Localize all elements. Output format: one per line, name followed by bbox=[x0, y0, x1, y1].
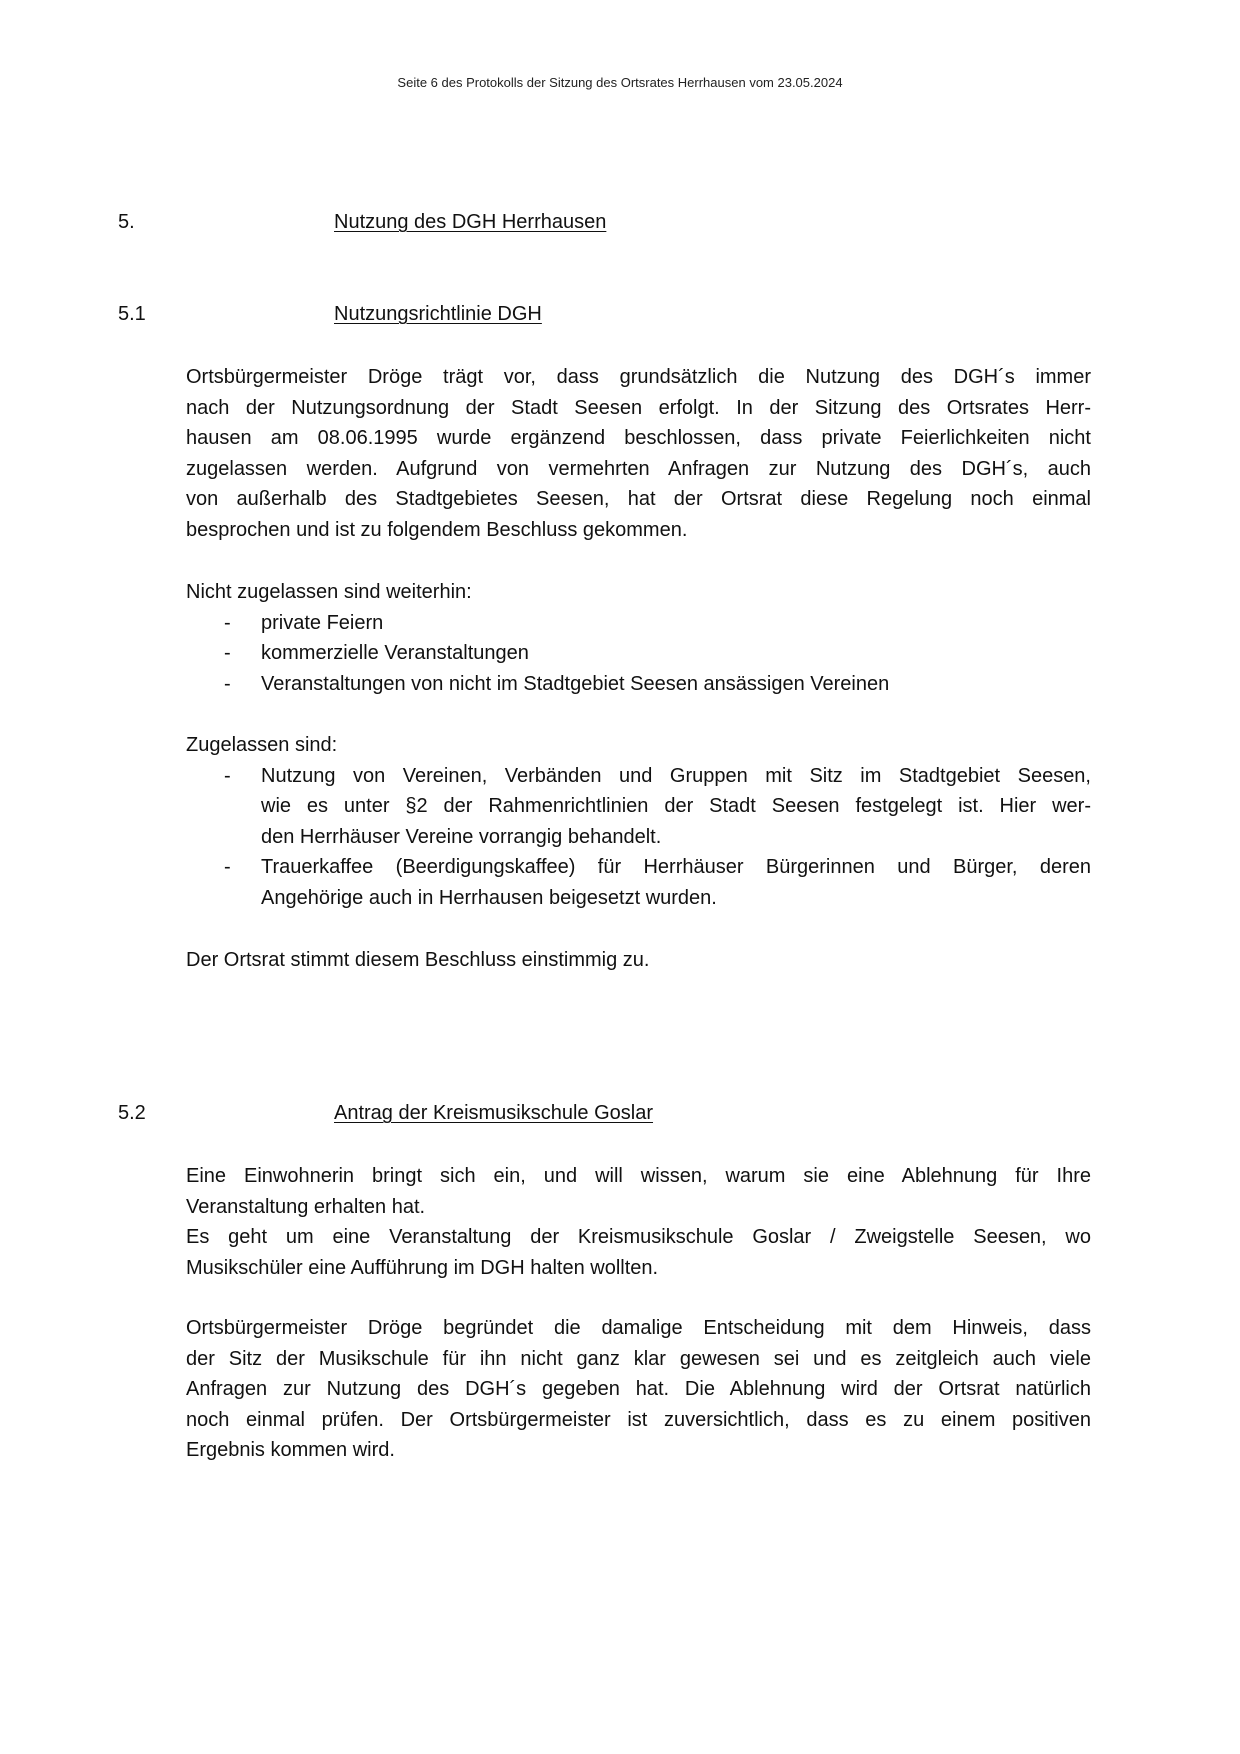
list-item-text: Veranstaltungen von nicht im Stadtgebiet Seesen ansässigen Vereinen bbox=[261, 672, 890, 695]
section-5-2-paragraph-1 bbox=[186, 1161, 1091, 1283]
section-title: Nutzungsrichtlinie DGH bbox=[334, 303, 542, 325]
text-line: der Sitz der Musikschule für ihn nicht ganz klar gewesen sei und es zeitgleich auch viele bbox=[186, 1347, 1091, 1370]
text-line: Anfragen zur Nutzung des DGH´s gegeben hat. Die Ablehnung wird der Ortsrat natürlich bbox=[186, 1378, 1091, 1401]
list-item-text: Angehörige auch in Herrhausen beigesetzt wurden. bbox=[261, 886, 717, 909]
list-item-text: kommerzielle Veranstaltungen bbox=[261, 642, 529, 665]
page-header: Seite 6 des Protokolls der Sitzung des Ortsrates Herrhausen vom 23.05.2024 bbox=[397, 75, 843, 90]
dash-bullet: - bbox=[224, 642, 231, 665]
dash-bullet: - bbox=[224, 764, 231, 787]
section-5-1-intro-paragraph bbox=[186, 362, 1091, 546]
text-line: nach der Nutzungsordnung der Stadt Seesen erfolgt. In der Sitzung des Ortsrates Herr- bbox=[186, 396, 1091, 419]
section-5-2-paragraph-2 bbox=[186, 1313, 1091, 1466]
list-item bbox=[186, 608, 1091, 639]
text-line: Veranstaltung erhalten hat. bbox=[186, 1195, 426, 1218]
text-line: von außerhalb des Stadtgebietes Seesen, hat der Ortsrat diese Regelung noch einmal bbox=[186, 488, 1091, 511]
dash-bullet: - bbox=[224, 611, 231, 634]
not-allowed-block bbox=[186, 577, 1091, 699]
allowed-list bbox=[186, 761, 1091, 914]
list-item-text: private Feiern bbox=[261, 611, 384, 634]
text-line: Ergebnis kommen wird. bbox=[186, 1439, 395, 1462]
list-item bbox=[186, 852, 1091, 913]
text-line: Ortsbürgermeister Dröge trägt vor, dass grundsätzlich die Nutzung des DGH´s immer bbox=[186, 366, 1091, 388]
text-line: besprochen und ist zu folgendem Beschluss gekommen. bbox=[186, 518, 688, 541]
text-line: hausen am 08.06.1995 wurde ergänzend beschlossen, dass private Feierlichkeiten nicht bbox=[186, 427, 1091, 450]
decision-line: Der Ortsrat stimmt diesem Beschluss einstimmig zu. bbox=[186, 949, 650, 971]
allowed-block bbox=[186, 730, 1091, 914]
list-item-text: den Herrhäuser Vereine vorrangig behandelt. bbox=[261, 825, 662, 848]
text-line: Es geht um eine Veranstaltung der Kreismusikschule Goslar / Zweigstelle Seesen, wo bbox=[186, 1226, 1091, 1249]
not-allowed-label: Nicht zugelassen sind weiterhin: bbox=[186, 581, 472, 603]
section-number: 5.1 bbox=[118, 303, 146, 325]
decision-text bbox=[186, 945, 1091, 976]
section-title: Antrag der Kreismusikschule Goslar bbox=[334, 1102, 654, 1124]
text-line: Ortsbürgermeister Dröge begründet die damalige Entscheidung mit dem Hinweis, dass bbox=[186, 1317, 1091, 1339]
list-item bbox=[186, 761, 1091, 853]
list-item-text: wie es unter §2 der Rahmenrichtlinien der Stadt Seesen festgelegt ist. Hier wer- bbox=[261, 795, 1091, 818]
list-item bbox=[186, 638, 1091, 669]
not-allowed-list bbox=[186, 608, 1091, 700]
allowed-label: Zugelassen sind: bbox=[186, 734, 338, 756]
text-line: noch einmal prüfen. Der Ortsbürgermeister ist zuversichtlich, dass es zu einem positiven bbox=[186, 1408, 1091, 1431]
section-number: 5. bbox=[118, 211, 135, 233]
text-line: Musikschüler eine Aufführung im DGH halten wollten. bbox=[186, 1256, 659, 1279]
section-number: 5.2 bbox=[118, 1102, 146, 1124]
list-item bbox=[186, 669, 1091, 700]
dash-bullet: - bbox=[224, 672, 231, 695]
text-line: zugelassen werden. Aufgrund von vermehrten Anfragen zur Nutzung des DGH´s, auch bbox=[186, 457, 1091, 480]
list-item-text: Nutzung von Vereinen, Verbänden und Gruppen mit Sitz im Stadtgebiet Seesen, bbox=[261, 764, 1091, 787]
list-item-text: Trauerkaffee (Beerdigungskaffee) für Herrhäuser Bürgerinnen und Bürger, deren bbox=[261, 856, 1091, 879]
text-line: Eine Einwohnerin bringt sich ein, und will wissen, warum sie eine Ablehnung für Ihre bbox=[186, 1165, 1091, 1187]
section-title: Nutzung des DGH Herrhausen bbox=[334, 211, 607, 233]
dash-bullet: - bbox=[224, 856, 231, 879]
